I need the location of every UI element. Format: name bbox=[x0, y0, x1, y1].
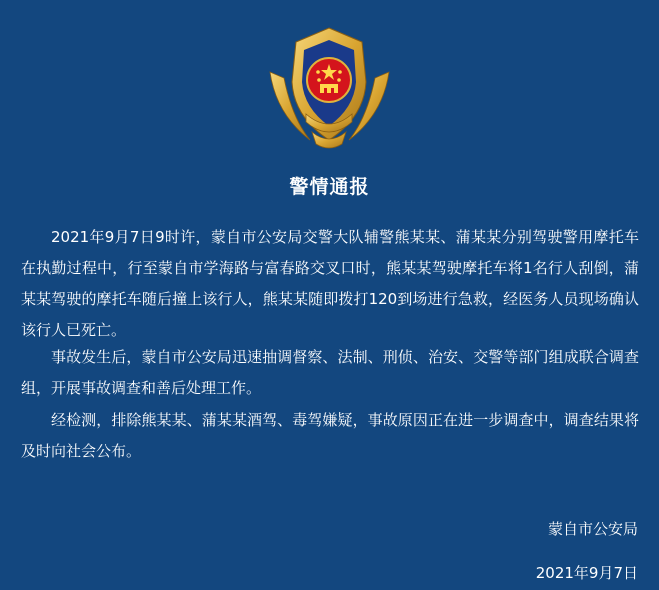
police-emblem-icon bbox=[262, 22, 397, 157]
notice-paragraph: 2021年9月7日9时许，蒙自市公安局交警大队辅警熊某某、蒲某某分别驾驶警用摩托车在执勤过程中，行至蒙自市学海路与富春路交叉口时，熊某某驾驶摩托车将1名行人刮倒，蒲某某驾驶的摩托车随后撞上该行人，熊某某随即拨打120到场进行急救，经医务人员现场确认该行人已死亡。 bbox=[21, 228, 639, 339]
signature-date: 2021年9月7日 bbox=[535, 564, 638, 582]
notice-paragraph: 经检测，排除熊某某、蒲某某酒驾、毒驾嫌疑，事故原因正在进一步调查中，调查结果将及时向社会公布。 bbox=[21, 411, 639, 460]
signature-org: 蒙自市公安局 bbox=[547, 520, 638, 538]
notice-paragraph: 事故发生后，蒙自市公安局迅速抽调督察、法制、刑侦、治安、交警等部门组成联合调查组，开展事故调查和善后处理工作。 bbox=[21, 348, 639, 397]
notice-title: 警情通报 bbox=[289, 176, 370, 198]
